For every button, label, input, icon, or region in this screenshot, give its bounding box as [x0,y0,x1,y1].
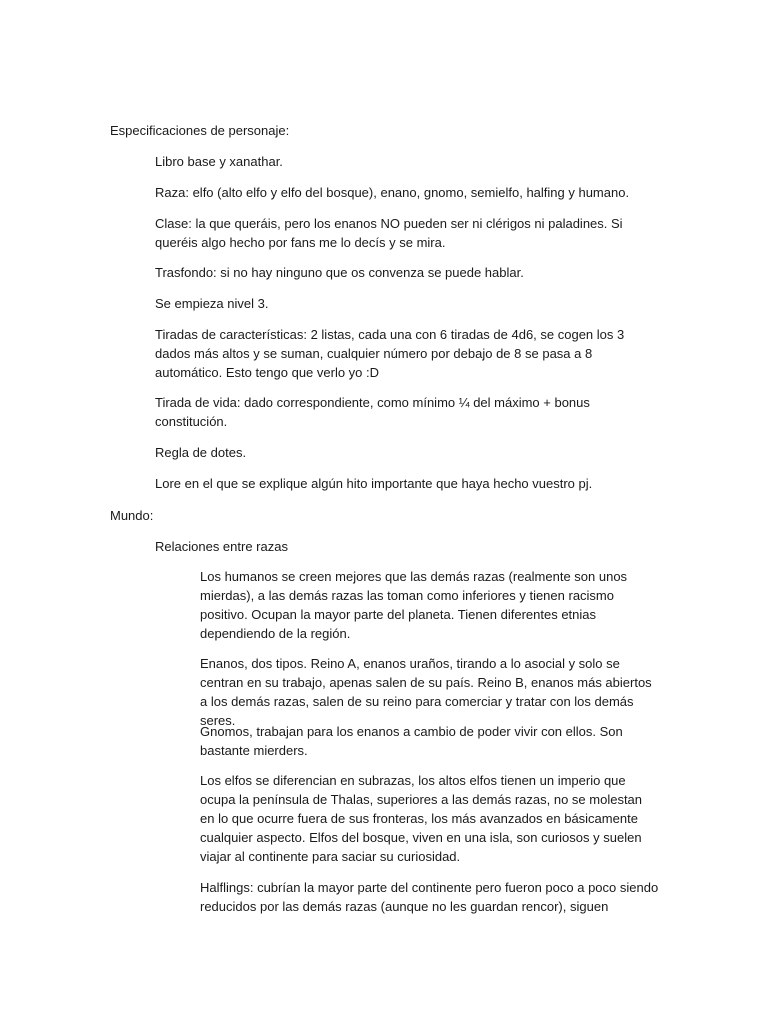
spec-item: Se empieza nivel 3. [155,296,269,311]
race-paragraph: Los humanos se creen mejores que las demás razas (realmente son unos mierdas), a las demás razas las toman como inferiores y tienen racismo positivo. Ocupan la mayor parte del planeta. Tienen diferentes etnias dependiendo de la región. [200,569,628,641]
spec-item: Regla de dotes. [155,445,247,460]
spec-item: Clase: la que queráis, pero los enanos NO pueden ser ni clérigos ni paladines. Si queréis algo hecho por fans me lo decís y se mira. [155,216,623,250]
race-paragraph: Enanos, dos tipos. Reino A, enanos uraños, tirando a lo asocial y solo se centran en su trabajo, apenas salen de su país. Reino B, enanos más abiertos a los demás razas, salen de su reino para comerciar y tratar con los demás seres. [200,656,652,728]
spec-item: Trasfondo: si no hay ninguno que os convenza se puede hablar. [155,265,524,280]
section-heading-character-specs: Especificaciones de personaje: [110,123,290,138]
race-paragraph: Los elfos se diferencian en subrazas, los altos elfos tienen un imperio que ocupa la península de Thalas, superiores a las demás razas, no se molestan en lo que ocurre fuera de sus fronteras, los más avanzados en básicamente cualquier aspecto. Elfos del bosque, viven en una isla, son curiosos y suelen viajar al continente para saciar su curiosidad. [200,773,643,864]
section-heading-world: Mundo: [110,508,154,523]
spec-item: Lore en el que se explique algún hito importante que haya hecho vuestro pj. [155,476,593,491]
spec-item: Libro base y xanathar. [155,154,283,169]
race-paragraph: Halflings: cubrían la mayor parte del continente pero fueron poco a poco siendo reducidos por las demás razas (aunque no les guardan rencor), siguen [200,880,659,914]
subsection-heading-race-relations: Relaciones entre razas [155,539,288,554]
spec-item: Tirada de vida: dado correspondiente, como mínimo ¼ del máximo + bonus constitución. [155,395,590,429]
race-paragraph: Gnomos, trabajan para los enanos a cambio de poder vivir con ellos. Son bastante mierders. [200,724,623,758]
spec-item: Tiradas de características: 2 listas, cada una con 6 tiradas de 4d6, se cogen los 3 dados más altos y se suman, cualquier número por debajo de 8 se pasa a 8 automático. Esto tengo que verlo yo :D [155,327,625,380]
spec-item: Raza: elfo (alto elfo y elfo del bosque), enano, gnomo, semielfo, halfing y humano. [155,185,630,200]
